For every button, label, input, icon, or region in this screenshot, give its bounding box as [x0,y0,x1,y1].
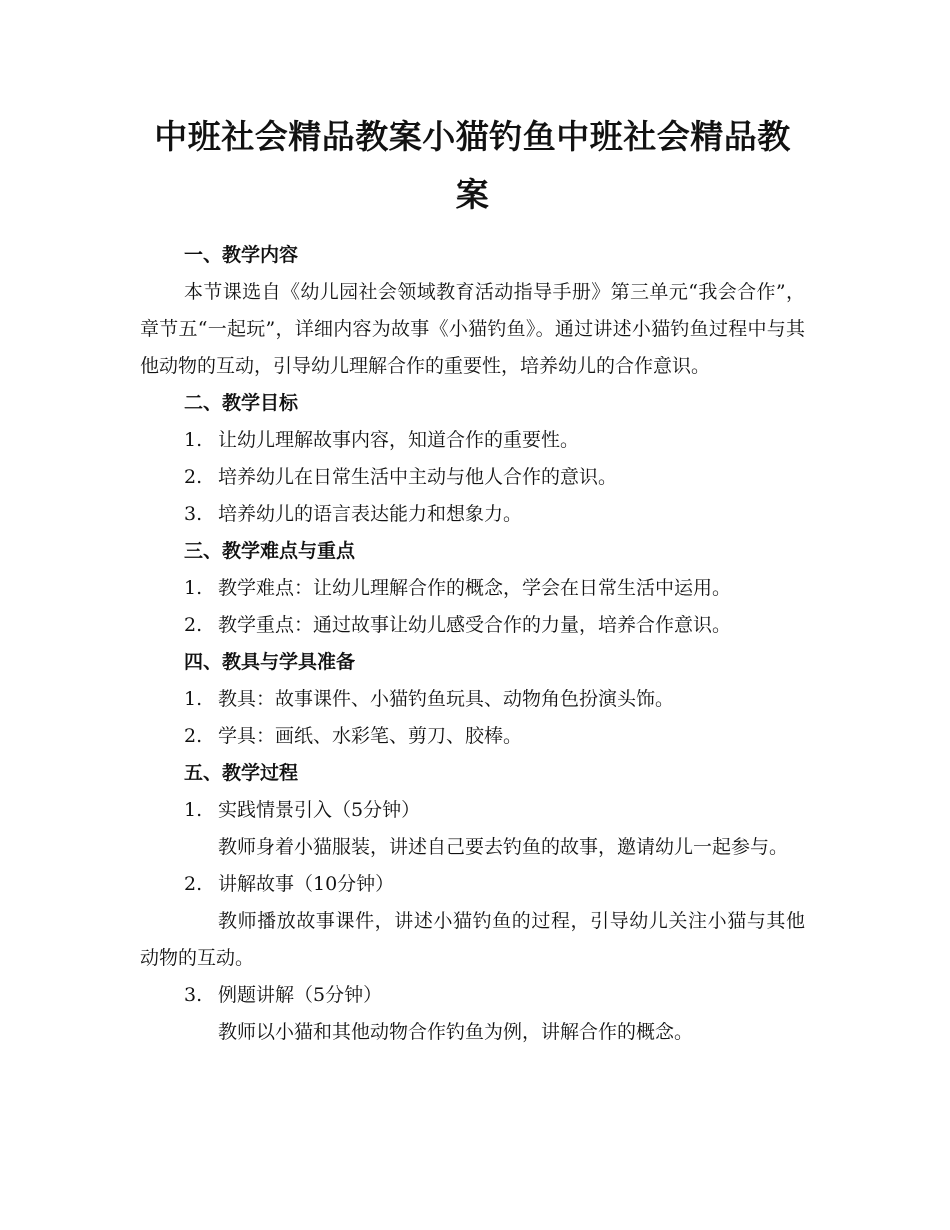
step-detail: 教师播放故事课件，讲述小猫钓鱼的过程，引导幼儿关注小猫与其他动物的互动。 [140,910,805,969]
section-paragraph: 本节课选自《幼儿园社会领域教育活动指导手册》第三单元“我会合作”，章节五“一起玩”，详细内容为故事《小猫钓鱼》。通过讲述小猫钓鱼过程中与其他动物的互动，引导幼儿理解合作的重要性，培养幼儿的合作意识。 [140,281,805,377]
list-item-text: 教学重点：通过故事让幼儿感受合作的力量，培养合作意识。 [218,614,732,636]
step-detail: 教师以小猫和其他动物合作钓鱼为例，讲解合作的概念。 [218,1021,694,1043]
step-text: 讲解故事（10分钟） [218,873,395,895]
list-item-number: 2. [184,614,203,636]
step-title [140,792,805,829]
list-item [140,681,805,718]
list-item-number: 2. [184,466,203,488]
section-teaching-content [140,237,805,385]
list-item-text: 教具：故事课件、小猫钓鱼玩具、动物角色扮演头饰。 [218,688,675,710]
list-item [140,459,805,496]
section-heading: 三、教学难点与重点 [184,540,356,562]
step-title [140,866,805,903]
step-detail: 教师身着小猫服装，讲述自己要去钓鱼的故事，邀请幼儿一起参与。 [218,836,789,858]
list-item-text: 学具：画纸、水彩笔、剪刀、胶棒。 [218,725,523,747]
list-item-number: 1. [184,577,203,599]
list-item-text: 让幼儿理解故事内容，知道合作的重要性。 [218,429,580,451]
section-heading: 二、教学目标 [184,392,299,414]
step-number: 1. [184,799,203,821]
step-text: 例题讲解（5分钟） [218,984,383,1006]
section-teaching-goals [140,385,805,533]
list-item [140,496,805,533]
list-item-number: 3. [184,503,203,525]
document-title: 中班社会精品教案小猫钓鱼中班社会精品教案 [154,117,791,214]
section-materials-preparation [140,644,805,755]
step-number: 2. [184,873,203,895]
section-heading: 四、教具与学具准备 [184,651,356,673]
step-text: 实践情景引入（5分钟） [218,799,421,821]
step-number: 3. [184,984,203,1006]
list-item-text: 培养幼儿在日常生活中主动与他人合作的意识。 [218,466,618,488]
section-heading: 五、教学过程 [184,762,299,784]
list-item [140,570,805,607]
list-item [140,607,805,644]
document-page [140,108,805,1051]
list-item-number: 1. [184,688,203,710]
step-title [140,977,805,1014]
list-item-number: 2. [184,725,203,747]
section-heading: 一、教学内容 [184,244,299,266]
list-item [140,718,805,755]
list-item-text: 培养幼儿的语言表达能力和想象力。 [218,503,523,525]
section-difficulties-key-points [140,533,805,644]
list-item [140,422,805,459]
list-item-text: 教学难点：让幼儿理解合作的概念，学会在日常生活中运用。 [218,577,732,599]
list-item-number: 1. [184,429,203,451]
section-teaching-process [140,755,805,1051]
